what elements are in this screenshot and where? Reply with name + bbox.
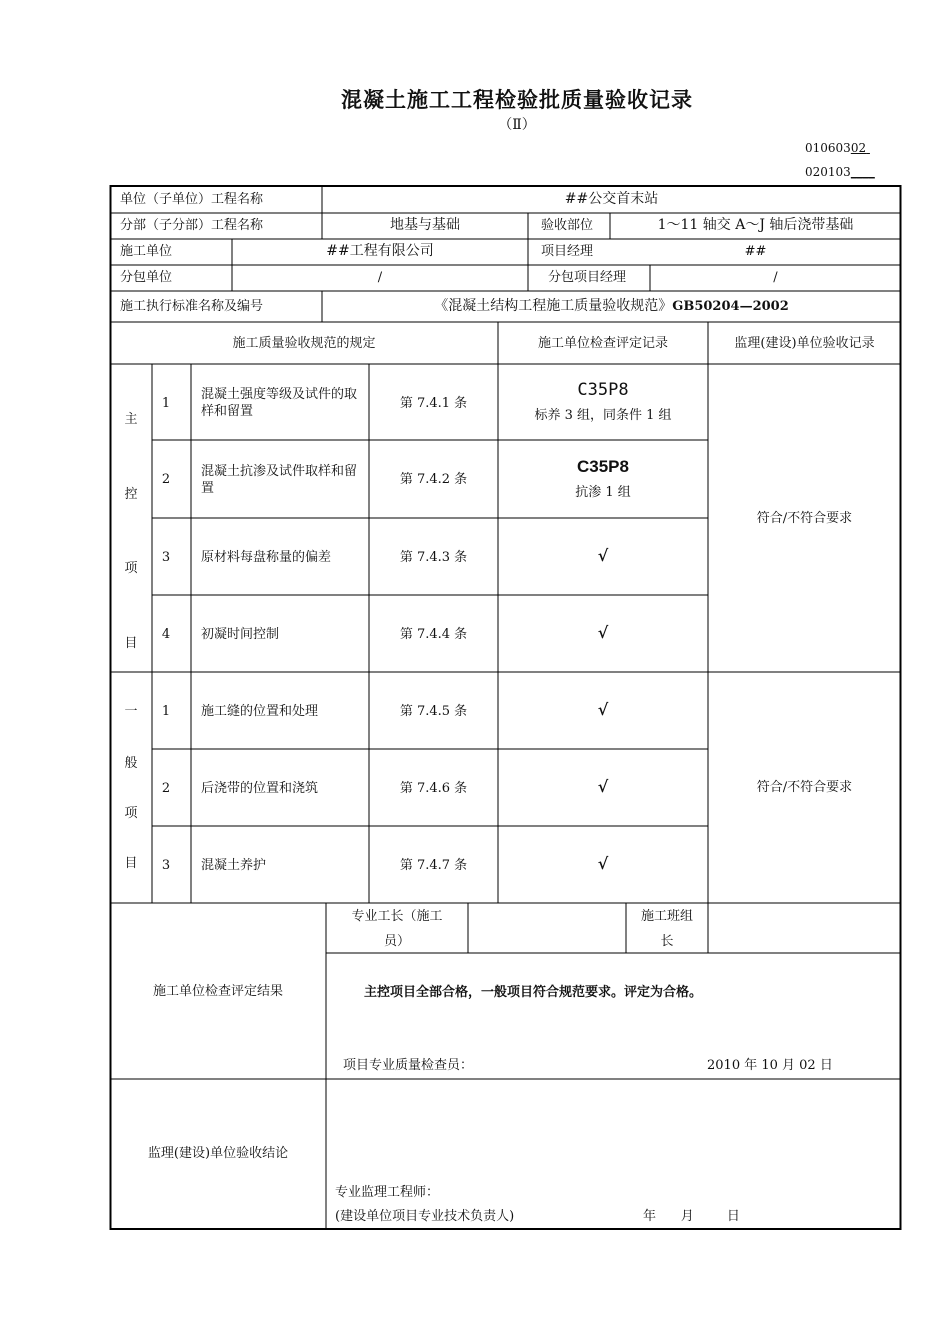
item-clause: 第 7.4.3 条: [399, 550, 468, 565]
item-name: 施工缝的位置和处理: [201, 704, 319, 719]
page-subtitle: （Ⅱ）: [498, 117, 536, 133]
subcontractor-label: 分包单位: [120, 270, 173, 285]
accept-part-label: 验收部位: [541, 218, 594, 233]
item-number: 4: [161, 627, 171, 642]
item-check-mark: √: [597, 854, 609, 873]
check-result-text: 主控项目全部合格，一般项目符合规范要求。评定为合格。: [364, 985, 703, 1000]
item-clause: 第 7.4.2 条: [399, 472, 468, 487]
date-blank: 年 月 日: [643, 1209, 740, 1224]
sub-pm-value: /: [773, 270, 778, 285]
col-spec-heading: 施工质量验收规范的规定: [232, 336, 376, 351]
standard-value: 《混凝土结构工程施工质量验收规范》GB50204—2002: [434, 298, 789, 314]
sub-pm-label: 分包项目经理: [548, 270, 627, 285]
item-clause: 第 7.4.1 条: [399, 396, 468, 411]
main-control-label-char: 项: [124, 561, 138, 576]
item-number: 1: [161, 396, 171, 411]
form-code-1: 01060302: [805, 141, 867, 155]
item-record-sub: 标养 3 组，同条件 1 组: [534, 408, 672, 423]
item-name: 混凝土强度等级及试件的取样和留置: [201, 387, 358, 419]
item-number: 2: [161, 472, 171, 487]
check-date: 2010 年 10 月 02 日: [707, 1058, 833, 1073]
owner-tech-label: (建设单位项目专业技术负责人): [335, 1209, 515, 1224]
constructor-value: ##工程有限公司: [326, 243, 434, 259]
team-leader-label: 施工班组 长: [640, 909, 693, 949]
inspector-label: 项目专业质量检查员：: [343, 1058, 474, 1073]
item-name: 后浇带的位置和浇筑: [201, 781, 319, 796]
subcontractor-value: /: [377, 270, 383, 285]
check-result-label: 施工单位检查评定结果: [152, 984, 283, 999]
item-clause: 第 7.4.6 条: [399, 781, 468, 796]
item-name: 混凝土抗渗及试件取样和留置: [201, 464, 358, 496]
standard-label: 施工执行标准名称及编号: [120, 299, 264, 314]
item-clause: 第 7.4.5 条: [399, 704, 468, 719]
general-label-char: 项: [124, 806, 138, 821]
division-name-value: 地基与基础: [390, 217, 460, 233]
form-code-2: 020103____: [805, 165, 875, 179]
general-result: 符合/不符合要求: [756, 780, 853, 795]
project-name-value: ##公交首末站: [564, 191, 659, 207]
pm-label: 项目经理: [541, 244, 594, 259]
item-name: 混凝土养护: [201, 858, 267, 873]
supervision-conclusion-label: 监理(建设)单位验收结论: [147, 1146, 289, 1161]
item-record-main: C35P8: [577, 457, 629, 476]
item-record-main: C35P8: [577, 380, 629, 400]
item-number: 3: [161, 858, 171, 873]
item-check-mark: √: [597, 777, 609, 796]
item-check-mark: √: [597, 546, 609, 565]
item-clause: 第 7.4.7 条: [399, 858, 468, 873]
item-check-mark: √: [597, 623, 609, 642]
item-number: 3: [161, 550, 171, 565]
main-control-result: 符合/不符合要求: [756, 511, 853, 526]
constructor-label: 施工单位: [120, 244, 173, 259]
col-supervision-heading: 监理(建设)单位验收记录: [734, 336, 875, 351]
item-clause: 第 7.4.4 条: [399, 627, 468, 642]
project-name-label: 单位（子单位）工程名称: [120, 192, 264, 207]
accept-part-value: 1～11 轴交 A～J 轴后浇带基础: [657, 217, 854, 233]
item-number: 2: [161, 781, 171, 796]
division-name-label: 分部（子分部）工程名称: [120, 218, 264, 233]
item-check-mark: √: [597, 700, 609, 719]
item-record-sub: 抗渗 1 组: [575, 485, 631, 500]
main-control-label-char: 目: [124, 636, 138, 651]
general-label-char: 目: [124, 856, 138, 871]
main-control-label-char: 主: [124, 412, 138, 427]
pm-value: ##: [744, 244, 767, 259]
supervisor-label: 专业监理工程师：: [335, 1185, 440, 1200]
main-control-label-char: 控: [124, 487, 138, 502]
page-title: 混凝土施工工程检验批质量验收记录: [341, 87, 693, 112]
general-label-char: 一: [124, 704, 138, 719]
item-name: 初凝时间控制: [201, 627, 280, 642]
item-number: 1: [161, 704, 171, 719]
col-record-heading: 施工单位检查评定记录: [537, 336, 668, 351]
general-label-char: 般: [124, 756, 138, 771]
foreman-label: 专业工长（施工 员）: [351, 909, 443, 949]
item-name: 原材料每盘称量的偏差: [201, 550, 332, 565]
